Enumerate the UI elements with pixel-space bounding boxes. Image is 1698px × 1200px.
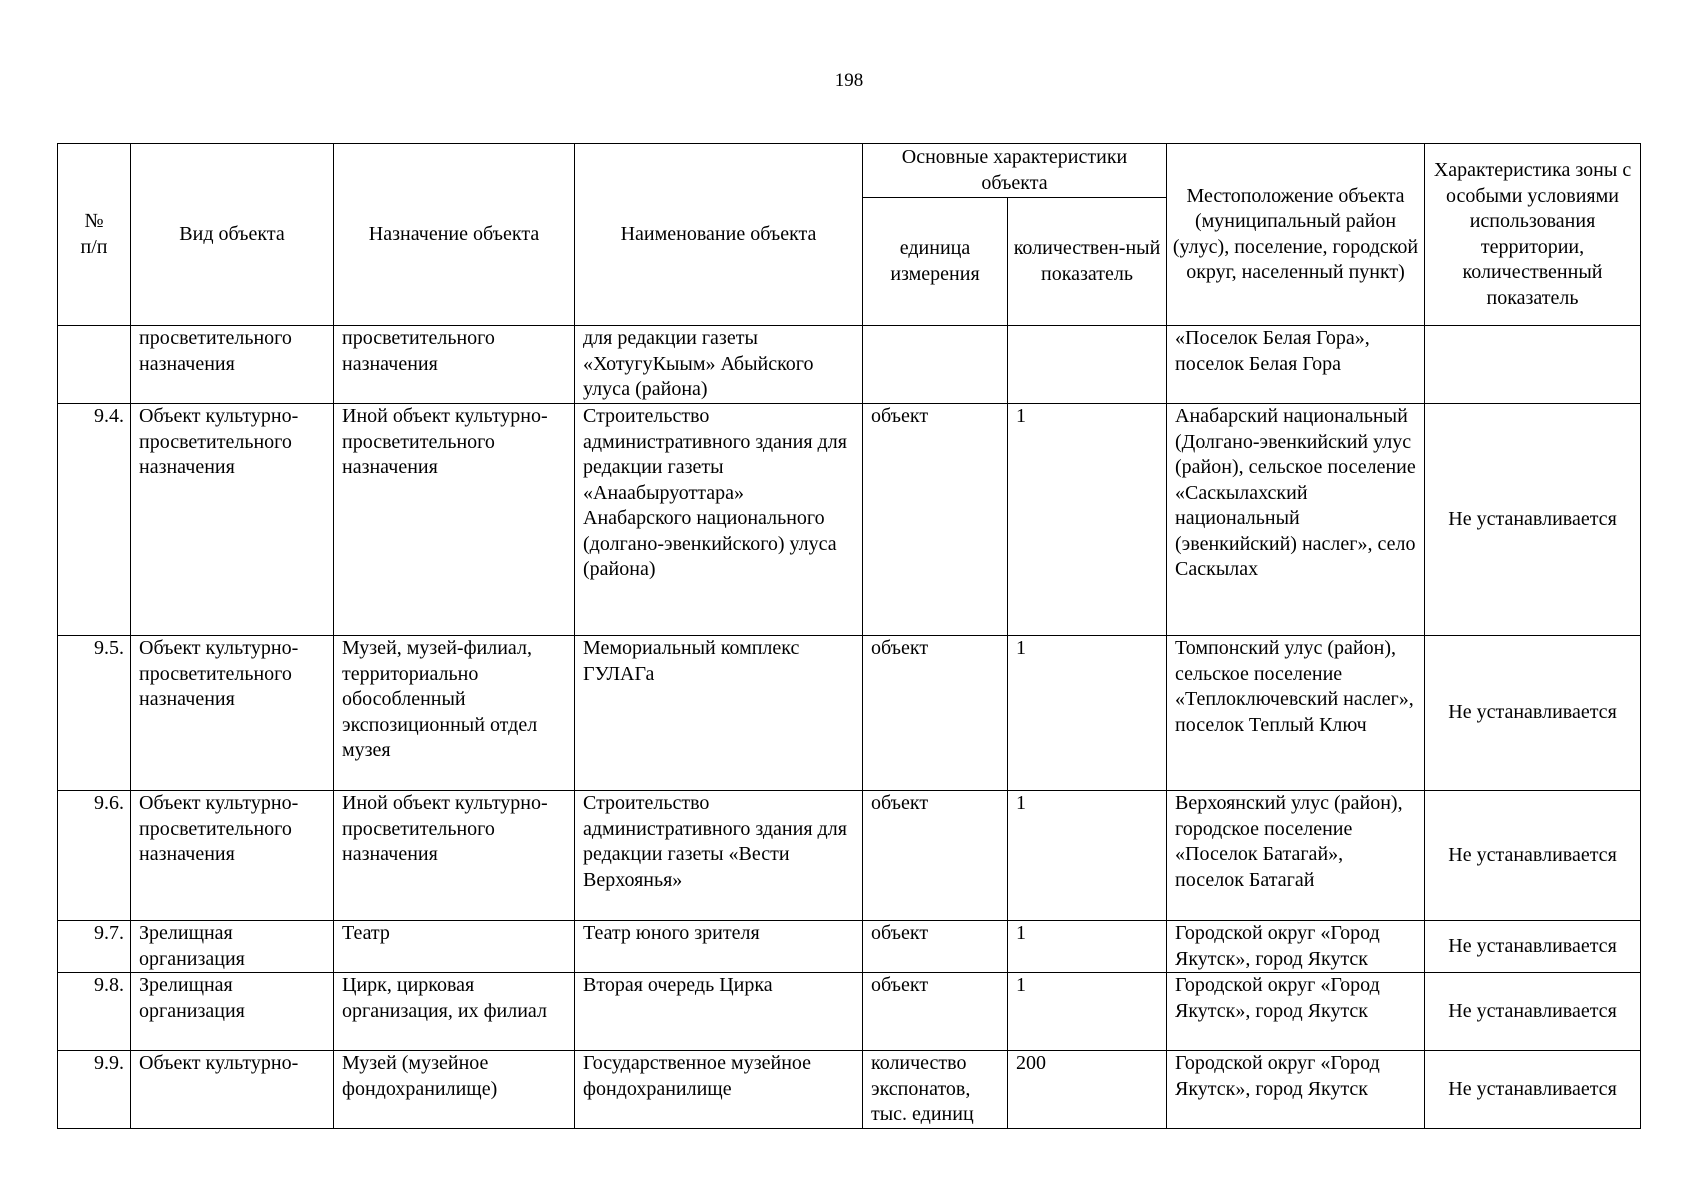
cell-zone: Не устанавливается xyxy=(1425,921,1641,973)
table-row xyxy=(58,973,1641,1051)
cell-location: Анабарский национальный (Долгано-эвенкийский улус (район), сельское поселение «Саскылахский национальный (эвенкийский) наслег», село Саскылах xyxy=(1167,404,1425,636)
table-row xyxy=(58,1051,1641,1129)
cell-object-name: Строительство административного здания для редакции газеты «Анаабыруоттара» Анабарского национального (долгано-эвенкийского) улуса (района) xyxy=(575,404,863,636)
cell-quantity: 1 xyxy=(1008,636,1167,791)
cell-object-purpose: Цирк, цирковая организация, их филиал xyxy=(334,973,575,1051)
cell-object-type: Объект культурно-просветительного назначения xyxy=(131,636,334,791)
cell-unit: количество экспонатов, тыс. единиц xyxy=(863,1051,1008,1129)
cell-unit: объект xyxy=(863,921,1008,973)
cell-object-name: Мемориальный комплекс ГУЛАГа xyxy=(575,636,863,791)
cell-object-purpose: просветительного назначения xyxy=(334,326,575,404)
cell-object-purpose: Иной объект культурно-просветительного назначения xyxy=(334,791,575,921)
header-object-type: Вид объекта xyxy=(131,144,334,326)
cell-object-purpose: Иной объект культурно-просветительного назначения xyxy=(334,404,575,636)
cell-object-type: Объект культурно-просветительного назначения xyxy=(131,791,334,921)
table-row xyxy=(58,404,1641,636)
row-number: 9.8. xyxy=(58,973,131,1051)
cell-location: «Поселок Белая Гора», поселок Белая Гора xyxy=(1167,326,1425,404)
cell-object-name: Государственное музейное фондохранилище xyxy=(575,1051,863,1129)
header-main-characteristics: Основные характеристики объекта xyxy=(863,144,1167,198)
row-number: 9.5. xyxy=(58,636,131,791)
cell-object-type: просветительного назначения xyxy=(131,326,334,404)
table-body xyxy=(58,326,1641,1129)
header-location: Местоположение объекта (муниципальный район (улус), поселение, городской округ, населенный пункт) xyxy=(1167,144,1425,326)
cell-object-type: Объект культурно-просветительного назначения xyxy=(131,404,334,636)
cell-zone: Не устанавливается xyxy=(1425,636,1641,791)
cell-location: Городской округ «Город Якутск», город Якутск xyxy=(1167,973,1425,1051)
cell-unit: объект xyxy=(863,973,1008,1051)
cell-zone: Не устанавливается xyxy=(1425,791,1641,921)
cell-location: Городской округ «Город Якутск», город Якутск xyxy=(1167,921,1425,973)
cell-quantity: 1 xyxy=(1008,973,1167,1051)
cell-location: Верхоянский улус (район), городское поселение «Поселок Батагай», поселок Батагай xyxy=(1167,791,1425,921)
header-quantity: количествен-ный показатель xyxy=(1008,198,1167,326)
cell-quantity: 1 xyxy=(1008,404,1167,636)
cell-location: Томпонский улус (район), сельское поселение «Теплоключевский наслег», поселок Теплый Ключ xyxy=(1167,636,1425,791)
cell-quantity: 200 xyxy=(1008,1051,1167,1129)
cell-zone: Не устанавливается xyxy=(1425,404,1641,636)
table-row xyxy=(58,921,1641,973)
cell-unit: объект xyxy=(863,791,1008,921)
cell-zone: Не устанавливается xyxy=(1425,973,1641,1051)
cell-object-name: для редакции газеты «ХотугуКыым» Абыйского улуса (района) xyxy=(575,326,863,404)
cell-object-purpose: Музей, музей-филиал, территориально обособленный экспозиционный отдел музея xyxy=(334,636,575,791)
cell-unit: объект xyxy=(863,636,1008,791)
table-row xyxy=(58,636,1641,791)
cell-object-purpose: Музей (музейное фондохранилище) xyxy=(334,1051,575,1129)
row-number: 9.4. xyxy=(58,404,131,636)
cell-object-name: Театр юного зрителя xyxy=(575,921,863,973)
cell-object-name: Строительство административного здания для редакции газеты «Вести Верхоянья» xyxy=(575,791,863,921)
cell-zone xyxy=(1425,326,1641,404)
header-unit: единица измерения xyxy=(863,198,1008,326)
table-row xyxy=(58,791,1641,921)
header-object-name: Наименование объекта xyxy=(575,144,863,326)
cell-object-type: Зрелищная организация xyxy=(131,921,334,973)
row-number: 9.6. xyxy=(58,791,131,921)
row-number xyxy=(58,326,131,404)
cell-object-purpose: Театр xyxy=(334,921,575,973)
cell-quantity xyxy=(1008,326,1167,404)
cell-quantity: 1 xyxy=(1008,791,1167,921)
header-zone: Характеристика зоны с особыми условиями использования территории, количественный показатель xyxy=(1425,144,1641,326)
objects-table xyxy=(57,143,1641,1129)
page-number: 198 xyxy=(834,70,864,91)
cell-zone: Не устанавливается xyxy=(1425,1051,1641,1129)
row-number: 9.9. xyxy=(58,1051,131,1129)
cell-unit xyxy=(863,326,1008,404)
cell-object-type: Объект культурно- xyxy=(131,1051,334,1129)
row-number: 9.7. xyxy=(58,921,131,973)
cell-quantity: 1 xyxy=(1008,921,1167,973)
header-num: № п/п xyxy=(58,144,131,326)
cell-location: Городской округ «Город Якутск», город Якутск xyxy=(1167,1051,1425,1129)
header-object-purpose: Назначение объекта xyxy=(334,144,575,326)
cell-object-type: Зрелищная организация xyxy=(131,973,334,1051)
table-row xyxy=(58,326,1641,404)
cell-unit: объект xyxy=(863,404,1008,636)
cell-object-name: Вторая очередь Цирка xyxy=(575,973,863,1051)
